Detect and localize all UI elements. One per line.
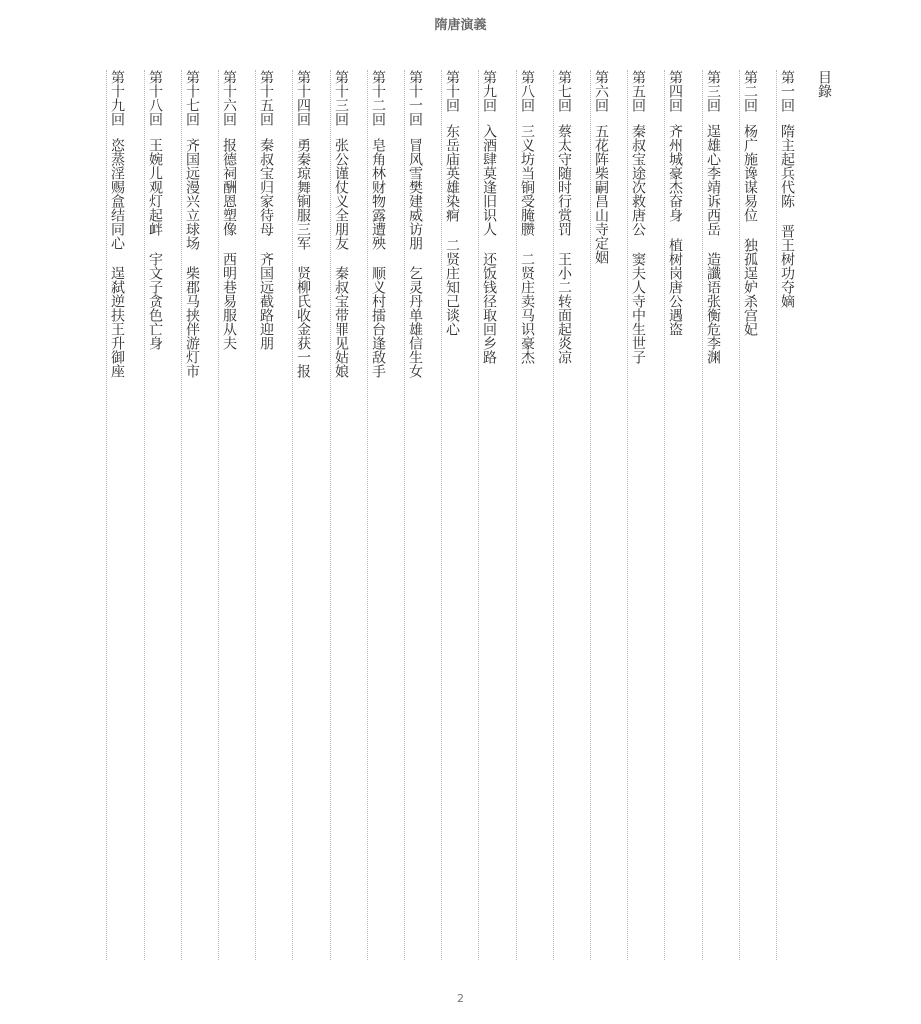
chapter-entry — [478, 70, 499, 960]
chapter-number: 第八回 — [519, 70, 535, 112]
book-title: 隋唐演義 — [434, 18, 487, 33]
chapter-entry — [664, 70, 685, 960]
chapter-title-first-line: 秦叔宝归家待母 — [258, 138, 274, 236]
chapter-title-first-line: 齐国远漫兴立球场 — [184, 138, 200, 250]
chapter-entry — [776, 70, 797, 960]
chapter-title-first-line: 勇秦琼舞锏服三军 — [295, 138, 311, 250]
chapter-entry — [627, 70, 648, 960]
chapter-title-second-line: 二贤庄卖马识豪杰 — [519, 252, 535, 364]
chapter-number: 第十六回 — [221, 70, 237, 126]
chapter-entry — [702, 70, 723, 960]
chapter-entry — [590, 70, 611, 960]
chapter-number: 第十回 — [444, 70, 460, 112]
chapter-number: 第十一回 — [407, 70, 423, 126]
chapter-number: 第十三回 — [333, 70, 349, 126]
chapter-title-second-line: 齐国远截路迎朋 — [258, 252, 274, 350]
chapter-title-second-line: 宇文子贪色亡身 — [147, 252, 163, 350]
chapter-number: 第十五回 — [258, 70, 274, 126]
chapter-number: 第九回 — [481, 70, 497, 112]
chapter-title-first-line: 东岳庙英雄染痾 — [444, 124, 460, 222]
chapter-number: 第六回 — [593, 70, 609, 112]
chapter-entry — [739, 70, 760, 960]
chapter-title-second-line: 西明巷易服从夫 — [221, 252, 237, 350]
chapter-title-second-line: 二贤庄知己谈心 — [444, 238, 460, 336]
chapter-title-first-line: 蔡太守随时行赏罚 — [556, 124, 572, 236]
chapter-title-second-line: 柴郡马挟伴游灯市 — [184, 266, 200, 378]
toc-label: 目錄 — [816, 70, 832, 98]
chapter-number: 第四回 — [667, 70, 683, 112]
chapter-title-second-line: 顺义村擂台逢敌手 — [370, 266, 386, 378]
chapter-title-first-line: 皂角林财物露遭殃 — [370, 138, 386, 250]
chapter-number: 第七回 — [556, 70, 572, 112]
chapter-number: 第十九回 — [109, 70, 125, 126]
chapter-title-first-line: 齐州城豪杰奋身 — [667, 124, 683, 222]
chapter-title-first-line: 报德祠酬恩塑像 — [221, 138, 237, 236]
chapter-title-second-line: 还饭钱径取回乡路 — [481, 252, 497, 364]
chapter-number: 第三回 — [705, 70, 721, 112]
chapter-number: 第十八回 — [147, 70, 163, 126]
chapter-entry — [181, 70, 202, 960]
chapter-entry — [441, 70, 462, 960]
chapter-title-first-line: 王婉儿观灯起衅 — [147, 138, 163, 236]
chapter-number: 第五回 — [630, 70, 646, 112]
chapter-title-first-line: 张公谨仗义全朋友 — [333, 138, 349, 250]
chapter-number: 第十二回 — [370, 70, 386, 126]
chapter-title-first-line: 冒风雪樊建威访朋 — [407, 138, 423, 250]
chapter-entry — [404, 70, 425, 960]
chapter-entry — [367, 70, 388, 960]
chapter-title-first-line: 五花阵柴嗣昌山寺定姻 — [593, 124, 609, 264]
chapter-number: 第十四回 — [295, 70, 311, 126]
chapter-title-second-line: 王小二转面起炎凉 — [556, 252, 572, 364]
chapter-entry — [330, 70, 351, 960]
chapter-title-second-line: 晋王树功夺嫡 — [779, 224, 795, 308]
chapter-number: 第十七回 — [184, 70, 200, 126]
chapter-title-second-line: 贤柳氏收金获一报 — [295, 266, 311, 378]
chapter-entry — [553, 70, 574, 960]
chapter-entry — [106, 70, 127, 960]
chapter-title-second-line: 乞灵丹单雄信生女 — [407, 266, 423, 378]
chapter-entry — [292, 70, 313, 960]
chapter-title-second-line: 秦叔宝带罪见姑娘 — [333, 266, 349, 378]
page-number: 2 — [457, 992, 464, 1005]
chapter-number: 第一回 — [779, 70, 795, 112]
chapter-title-first-line: 三义坊当锏受腌臜 — [519, 124, 535, 236]
chapter-entry — [218, 70, 239, 960]
chapter-title-second-line: 独孤逞妒杀宫妃 — [742, 238, 758, 336]
chapter-title-second-line: 植树岗唐公遇盗 — [667, 238, 683, 336]
chapter-title-second-line: 逞弑逆扶王升御座 — [109, 266, 125, 378]
chapter-entry — [516, 70, 537, 960]
chapter-title-first-line: 杨广施谗谋易位 — [742, 124, 758, 222]
chapter-title-first-line: 逞雄心李靖诉西岳 — [705, 124, 721, 236]
chapter-title-first-line: 恣蒸淫赐盒结同心 — [109, 138, 125, 250]
chapter-title-first-line: 入酒肆莫逢旧识人 — [481, 124, 497, 236]
chapter-title-first-line: 隋主起兵代陈 — [779, 124, 795, 208]
chapter-title-second-line: 窦夫人寺中生世子 — [630, 252, 646, 364]
chapter-title-second-line: 造讖语张衡危李渊 — [705, 252, 721, 364]
chapter-entry — [144, 70, 165, 960]
chapter-entry — [255, 70, 276, 960]
chapter-title-first-line: 秦叔宝途次救唐公 — [630, 124, 646, 236]
chapter-number: 第二回 — [742, 70, 758, 112]
